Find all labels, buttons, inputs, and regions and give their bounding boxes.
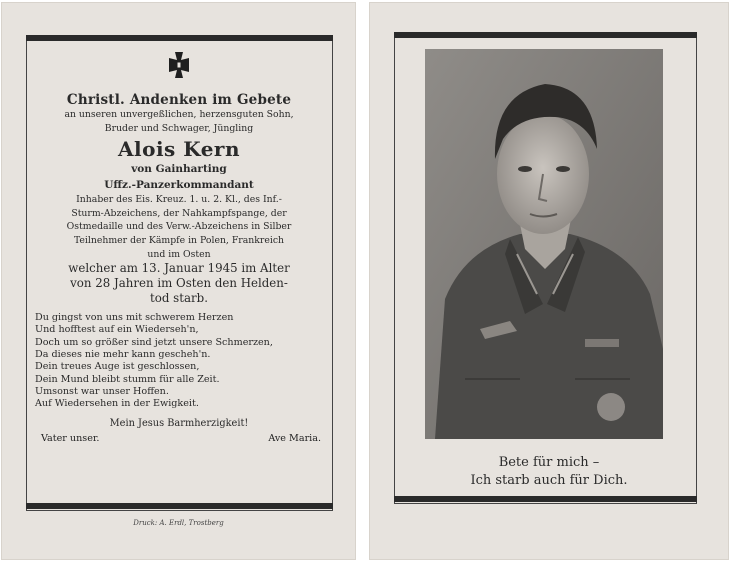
battles-line: und im Osten [147,248,211,260]
poem-line: Und hofftest auf ein Wiederseh'n, [35,324,199,336]
awards-line: Inhaber des Eis. Kreuz. 1. u. 2. Kl., des Inf.- [76,194,282,206]
mourning-bar-bottom [26,503,333,509]
deceased-name: Alois Kern [117,137,241,162]
intro-line: Bruder und Schwager, Jüngling [104,122,254,134]
battles-line: Teilnehmer der Kämpfe in Polen, Frankreich [73,234,285,246]
printer-credit: Druck: A. Erdl, Trostberg [133,519,224,527]
memorial-heading: Christl. Andenken im Gebete [66,92,292,108]
mourning-bar-top [394,32,697,38]
soldier-portrait-photo [425,49,663,439]
poem-line: Du gingst von uns mit schwerem Herzen [35,312,234,324]
memorial-text-block [31,42,327,444]
mourning-bar-top [26,35,333,41]
closing-line: Mein Jesus Barmherzigkeit! [109,417,249,429]
awards-line: Ostmedaille und des Verw.-Abzeichens in Silber [66,221,292,233]
iron-cross-icon [164,50,194,80]
caption-line-2: Ich starb auch für Dich. [470,473,628,488]
poem-line: Da dieses nie mehr kann gescheh'n. [35,349,211,361]
intro-line: an unseren unvergeßlichen, herzensguten Sohn, [64,109,294,120]
prayer-row [31,433,327,444]
death-line: von 28 Jahren im Osten den Helden- [70,276,288,291]
poem-line: Umsonst war unser Hoffen. [35,385,169,397]
death-line: tod starb. [150,291,208,306]
prayer-left: Vater unser. [41,433,100,445]
memorial-card-photo-side [369,2,729,560]
rank-line: Uffz.-Panzerkommandant [104,179,254,192]
poem-line: Doch um so größer sind jetzt unsere Schmerzen, [35,336,273,348]
caption-line-1: Bete für mich – [498,455,600,470]
prayer-right: Ave Maria. [268,433,321,445]
death-line: welcher am 13. Januar 1945 im Alter [68,261,290,276]
poem-line: Dein treues Auge ist geschlossen, [35,361,200,373]
awards-line: Sturm-Abzeichens, der Nahkampfspange, der [71,207,287,219]
memorial-card-text-side [1,2,356,560]
poem-line: Auf Wiedersehen in der Ewigkeit. [35,398,199,410]
poem-line: Dein Mund bleibt stumm für alle Zeit. [35,373,220,385]
portrait-image [425,49,663,439]
mourning-bar-bottom [394,496,697,502]
origin-line: von Gainharting [131,163,227,176]
